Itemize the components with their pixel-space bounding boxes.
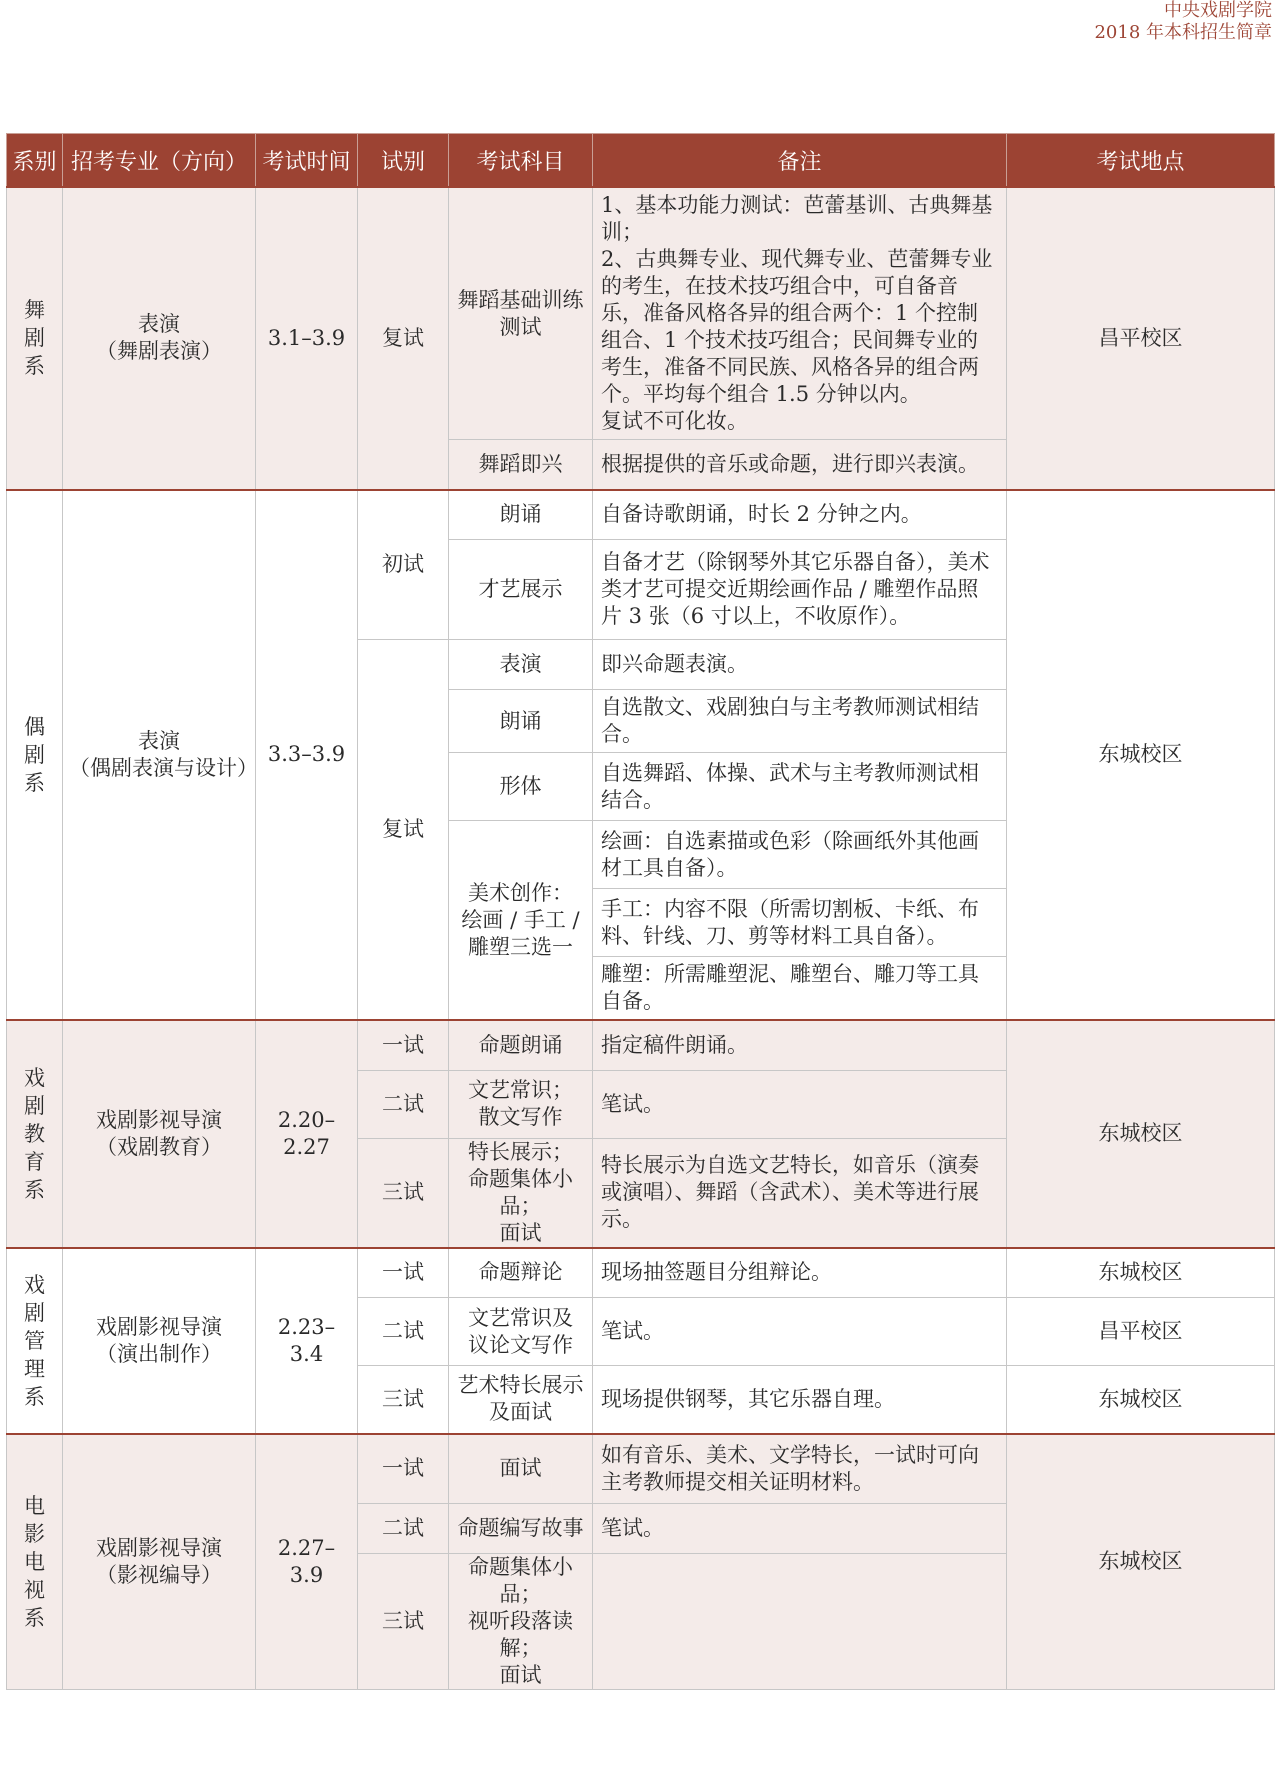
subject-cell: 舞蹈基础训练 测试 <box>449 187 593 440</box>
time-cell: 3.1–3.9 <box>256 187 358 490</box>
table-row <box>7 1434 1275 1504</box>
note-cell: 笔试。 <box>593 1070 1007 1138</box>
subject-cell: 才艺展示 <box>449 540 593 640</box>
puppet-dept-section <box>7 490 1275 1021</box>
major-cell: 表演 （偶剧表演与设计） <box>63 490 256 1021</box>
dept-cell: 电影电视系 <box>7 1434 63 1690</box>
major-cell: 戏剧影视导演 （演出制作） <box>63 1248 256 1434</box>
round-cell: 一试 <box>358 1434 449 1504</box>
dept-cell: 戏剧教育系 <box>7 1020 63 1248</box>
note-cell: 1、基本功能力测试：芭蕾基训、古典舞基训； 2、古典舞专业、现代舞专业、芭蕾舞专业的考生，在技术技巧组合中，可自备音乐，准备风格各异的组合两个：1 个控制组合、1 个技术技巧组合；民间舞专业的考生，准备不同民族、风格各异的组合两个。平均每个组合 1.5 分钟以内。 复试不可化妆。 <box>593 187 1007 440</box>
note-cell <box>593 1554 1007 1690</box>
major-cell: 戏剧影视导演 （影视编导） <box>63 1434 256 1690</box>
admission-exam-table <box>6 133 1275 1690</box>
round-cell: 复试 <box>358 640 449 1021</box>
table-header-row <box>7 134 1275 188</box>
subject-cell: 文艺常识； 散文写作 <box>449 1070 593 1138</box>
note-cell: 自选舞蹈、体操、武术与主考教师测试相结合。 <box>593 753 1007 821</box>
note-cell: 雕塑：所需雕塑泥、雕塑台、雕刀等工具自备。 <box>593 957 1007 1021</box>
location-cell: 东城校区 <box>1007 1248 1275 1298</box>
round-cell: 三试 <box>358 1366 449 1434</box>
institution-name: 中央戏剧学院 <box>1164 0 1272 21</box>
time-cell: 2.20–2.27 <box>256 1020 358 1248</box>
note-cell: 指定稿件朗诵。 <box>593 1020 1007 1070</box>
subject-cell: 朗诵 <box>449 490 593 540</box>
note-cell: 特长展示为自选文艺特长，如音乐（演奏或演唱）、舞蹈（含武术）、美术等进行展示。 <box>593 1138 1007 1248</box>
note-cell: 绘画：自选素描或色彩（除画纸外其他画材工具自备）。 <box>593 821 1007 889</box>
col-header-round: 试别 <box>358 134 449 188</box>
col-header-major: 招考专业（方向） <box>63 134 256 188</box>
round-cell: 三试 <box>358 1554 449 1690</box>
note-cell: 根据提供的音乐或命题，进行即兴表演。 <box>593 440 1007 490</box>
dept-cell: 戏剧管理系 <box>7 1248 63 1434</box>
subject-cell: 美术创作： 绘画 / 手工 / 雕塑三选一 <box>449 821 593 1021</box>
round-cell: 二试 <box>358 1504 449 1554</box>
round-cell: 一试 <box>358 1020 449 1070</box>
subject-cell: 面试 <box>449 1434 593 1504</box>
col-header-location: 考试地点 <box>1007 134 1275 188</box>
round-cell: 二试 <box>358 1298 449 1366</box>
location-cell: 东城校区 <box>1007 490 1275 1021</box>
note-cell: 手工：内容不限（所需切割板、卡纸、布料、针线、刀、剪等材料工具自备）。 <box>593 889 1007 957</box>
document-header <box>1094 0 1272 44</box>
note-cell: 如有音乐、美术、文学特长，一试时可向主考教师提交相关证明材料。 <box>593 1434 1007 1504</box>
table-row <box>7 187 1275 440</box>
note-cell: 即兴命题表演。 <box>593 640 1007 690</box>
time-cell: 2.23–3.4 <box>256 1248 358 1434</box>
subject-cell: 朗诵 <box>449 690 593 753</box>
location-cell: 昌平校区 <box>1007 187 1275 490</box>
subject-cell: 表演 <box>449 640 593 690</box>
note-cell: 自备才艺（除钢琴外其它乐器自备），美术类才艺可提交近期绘画作品 / 雕塑作品照片 3 张（6 寸以上，不收原作）。 <box>593 540 1007 640</box>
location-cell: 昌平校区 <box>1007 1298 1275 1366</box>
subject-cell: 艺术特长展示 及面试 <box>449 1366 593 1434</box>
note-cell: 笔试。 <box>593 1504 1007 1554</box>
note-cell: 笔试。 <box>593 1298 1007 1366</box>
subject-cell: 特长展示； 命题集体小品； 面试 <box>449 1138 593 1248</box>
note-cell: 现场抽签题目分组辩论。 <box>593 1248 1007 1298</box>
round-cell: 复试 <box>358 187 449 490</box>
col-header-subject: 考试科目 <box>449 134 593 188</box>
col-header-note: 备注 <box>593 134 1007 188</box>
subject-cell: 命题辩论 <box>449 1248 593 1298</box>
drama-management-dept-section <box>7 1248 1275 1434</box>
table-row <box>7 1248 1275 1298</box>
col-header-time: 考试时间 <box>256 134 358 188</box>
location-cell: 东城校区 <box>1007 1366 1275 1434</box>
round-cell: 三试 <box>358 1138 449 1248</box>
dept-cell: 舞剧系 <box>7 187 63 490</box>
round-cell: 一试 <box>358 1248 449 1298</box>
subject-cell: 命题集体小品； 视听段落读解； 面试 <box>449 1554 593 1690</box>
time-cell: 3.3–3.9 <box>256 490 358 1021</box>
location-cell: 东城校区 <box>1007 1434 1275 1690</box>
subject-cell: 形体 <box>449 753 593 821</box>
note-cell: 自备诗歌朗诵，时长 2 分钟之内。 <box>593 490 1007 540</box>
table-row <box>7 1020 1275 1070</box>
document-title: 2018 年本科招生简章 <box>1094 22 1272 43</box>
subject-cell: 命题朗诵 <box>449 1020 593 1070</box>
dance-dept-section <box>7 187 1275 490</box>
note-cell: 现场提供钢琴，其它乐器自理。 <box>593 1366 1007 1434</box>
time-cell: 2.27–3.9 <box>256 1434 358 1690</box>
col-header-dept: 系别 <box>7 134 63 188</box>
dept-cell: 偶剧系 <box>7 490 63 1021</box>
round-cell: 二试 <box>358 1070 449 1138</box>
major-cell: 戏剧影视导演 （戏剧教育） <box>63 1020 256 1248</box>
table-row <box>7 490 1275 540</box>
round-cell: 初试 <box>358 490 449 640</box>
location-cell: 东城校区 <box>1007 1020 1275 1248</box>
film-tv-dept-section <box>7 1434 1275 1690</box>
note-cell: 自选散文、戏剧独白与主考教师测试相结合。 <box>593 690 1007 753</box>
subject-cell: 文艺常识及 议论文写作 <box>449 1298 593 1366</box>
subject-cell: 命题编写故事 <box>449 1504 593 1554</box>
drama-education-dept-section <box>7 1020 1275 1248</box>
major-cell: 表演 （舞剧表演） <box>63 187 256 490</box>
subject-cell: 舞蹈即兴 <box>449 440 593 490</box>
